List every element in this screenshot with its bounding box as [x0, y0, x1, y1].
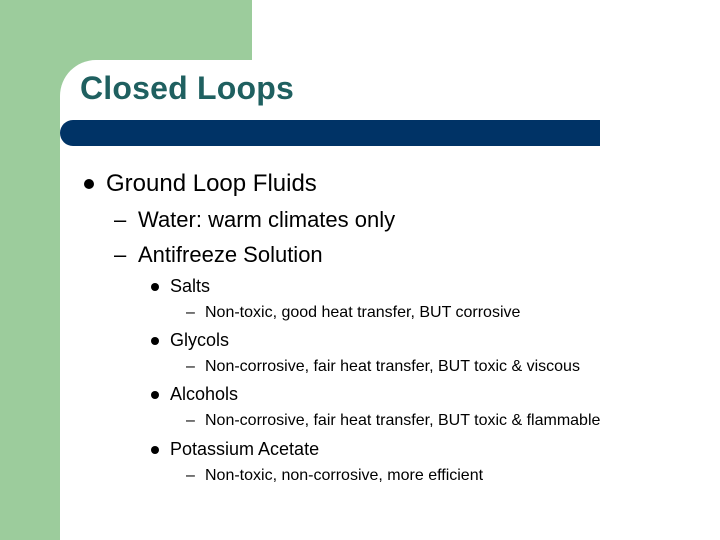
bullet-dot-icon [151, 337, 159, 345]
dash-icon: – [186, 304, 195, 321]
dash-icon: – [186, 358, 195, 375]
bullet-dot-icon [151, 283, 159, 291]
dash-icon: – [186, 412, 195, 429]
bullet-glycols: Glycols [170, 330, 230, 350]
dash-icon: – [186, 467, 195, 484]
bullet-water: Water: warm climates only [138, 207, 396, 232]
bullet-alcohols: Alcohols [170, 384, 239, 404]
bullet-potassium-acetate-note: Non-toxic, non-corrosive, more efficient [205, 467, 484, 484]
bullet-dot-icon [151, 391, 159, 399]
bullet-dot-icon [151, 446, 159, 454]
title-underline-bar [60, 120, 600, 146]
slide-title: Closed Loops [80, 70, 294, 106]
dash-icon: – [114, 207, 127, 232]
bullet-antifreeze-solution: Antifreeze Solution [138, 242, 323, 267]
bullet-salts: Salts [170, 276, 211, 296]
dash-icon: – [114, 242, 127, 267]
bullet-potassium-acetate: Potassium Acetate [170, 439, 320, 459]
bullet-glycols-note: Non-corrosive, fair heat transfer, BUT toxic & viscous [205, 358, 580, 375]
bullet-salts-note: Non-toxic, good heat transfer, BUT corrosive [205, 304, 521, 321]
bullet-ground-loop-fluids: Ground Loop Fluids [106, 170, 317, 197]
bullet-dot-icon [84, 179, 94, 189]
bullet-alcohols-note: Non-corrosive, fair heat transfer, BUT toxic & flammable [205, 412, 601, 429]
